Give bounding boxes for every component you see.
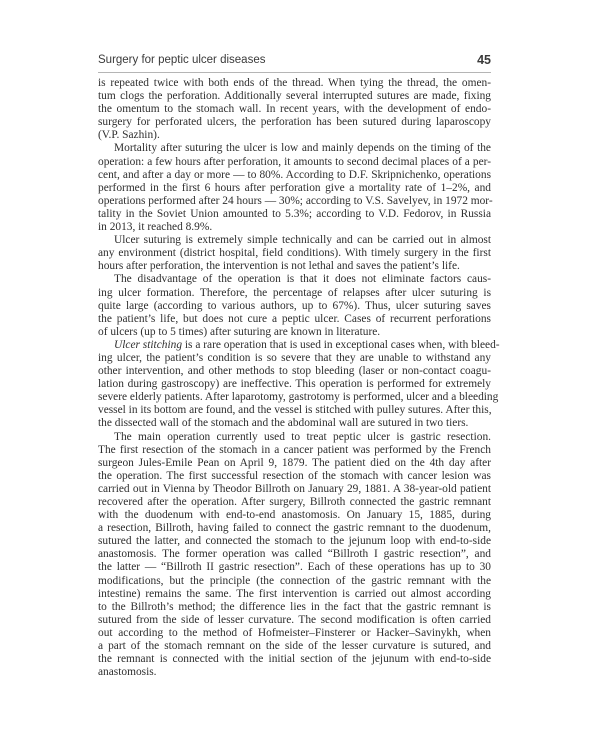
text-line: The main operation currently used to treat peptic ulcer is gastric resection. [114,430,491,443]
text-line: lation during gastroscopy) are ineffective. This operation is performed for extremely [98,378,491,391]
text-line: Mortality after suturing the ulcer is low and mainly depends on the timing of the [114,142,491,155]
text-line: is repeated twice with both ends of the thread. When tying the thread, the omen- [98,77,491,89]
paragraph [98,142,491,234]
text-line: of ulcers (up to 5 times) after suturing are known in literature. [98,325,381,338]
text-line: the patient’s life, but does not cure a peptic ulcer. Cases of recurrent perforations [98,312,491,325]
text-line: vessel in its bottom are found, and the vessel is stitched with pulley sutures. After this, [98,404,492,417]
text-line: hours after perforation, the intervention is not lethal and saves the patient’s life. [98,260,460,273]
text-line: the dissected wall of the stomach and the abdominal wall are sutured in two tiers. [98,417,469,430]
text-line: surgery for perforated ulcers, the perforation has been sutured during laparoscopy [98,116,491,129]
text-line: operations performed after 24 hours — 30%; according to V.S. Savelyev, in 1972 mor- [98,194,493,207]
paragraph [98,234,491,273]
text-line: the operation. The first successful resection of the stomach with cancer lesion was [98,469,491,482]
text-line: the omentum to the stomach wall. In recent years, with the development of endo- [98,103,491,116]
text-line: out according to the method of Hofmeister–Finsterer or Hacker–Savinykh, when [98,626,491,639]
text-line: ing ulcer, the patient’s condition is so severe that they are unable to withstand any [98,351,491,364]
text-line: recovered after the operation. After surgery, Billroth connected the gastric remnant [98,496,491,508]
text-line: cent, and after a day or more — to 80%. According to D.F. Skripnichenko, operations [98,168,491,181]
running-title: Surgery for peptic ulcer diseases [98,54,266,66]
text-line: surgeon Jules-Emile Pean on April 9, 1879. The patient died on the 4th day after [98,456,491,469]
text-line: Ulcer suturing is extremely simple technically and can be carried out in almost [114,234,491,247]
text-line: a resection, Billroth, having failed to connect the gastric remnant to the duodenum, [98,522,491,535]
text-line: carried out in Vienna by Theodor Billroth on January 29, 1881. A 38-year-old patient [98,482,491,495]
text-line: operation: a few hours after perforation, it amounts to second decimal places of a per- [98,155,491,168]
text-line: the latter — “Billroth II gastric resection”. Each of these operations has up to 30 [98,561,491,574]
text-line: other intervention, and other methods to stop bleeding (laser or non-contact coagu- [98,365,491,378]
text-line: sutured from the side of lesser curvature. The second modification is often carried [98,613,491,626]
text-line: intestine) remains the same. The first intervention is carried out almost according [98,587,491,600]
text-line: with the duodenum with end-to-end anastomosis. On January 15, 1885, during [98,509,491,522]
line-text: is a rare operation that is used in exceptional cases when, with bleed- [182,338,500,351]
text-line: in 2013, it reached 8.9%. [98,221,213,234]
paragraph [98,77,491,142]
text-line: tum clogs the perforation. Additionally several interrupted sutures are made, fixing [98,90,491,103]
text-line: any environment (district hospital, field conditions). With timely surgery in the first [98,247,491,260]
text-line: performed in the first 6 hours after perforation give a mortality rate of 1–2%, and [98,181,491,194]
text-line: ing ulcer formation. Therefore, the percentage of relapses after ulcer suturing is [98,286,491,299]
text-line: severe elderly patients. After laparotomy, gastrotomy is performed, ulcer and a bleeding [98,391,499,404]
text-line: tality in the Soviet Union amounted to 5.3%; according to V.D. Fedorov, in Russia [98,207,491,220]
text-line: sutured the latter, and connected the stomach to the jejunum loop with end-to-side [98,535,491,548]
text-line: a part of the stomach remnant on the side of the lesser curvature is sutured, and [98,640,491,653]
text-line: anastomosis. [98,666,157,679]
text-line: modifications, but the principle (the connection of the gastric remnant with the [98,574,491,587]
text-line: quite large (according to various authors, up to 67%). Thus, ulcer suturing saves [98,299,491,312]
running-header [98,52,491,73]
text-line [98,338,500,352]
text-line: the remnant is connected with the initial section of the jejunum with end-to-side [98,653,491,666]
text-line: to the Billroth’s method; the difference lies in the fact that the gastric remnant is [98,600,491,613]
body-text [98,77,500,679]
paragraph [98,273,491,338]
text-line: anastomosis. The former operation was called “Billroth I gastric resection”, and [98,548,491,561]
text-line: The first resection of the stomach in a cancer patient was performed by the French [98,443,491,456]
text-line: The disadvantage of the operation is that it does not eliminate factors caus- [114,273,491,286]
page-number: 45 [477,53,491,67]
text-line: (V.P. Sazhin). [98,129,160,142]
paragraph [98,338,500,431]
italic-term: Ulcer stitching [114,338,183,351]
paragraph [98,431,491,680]
